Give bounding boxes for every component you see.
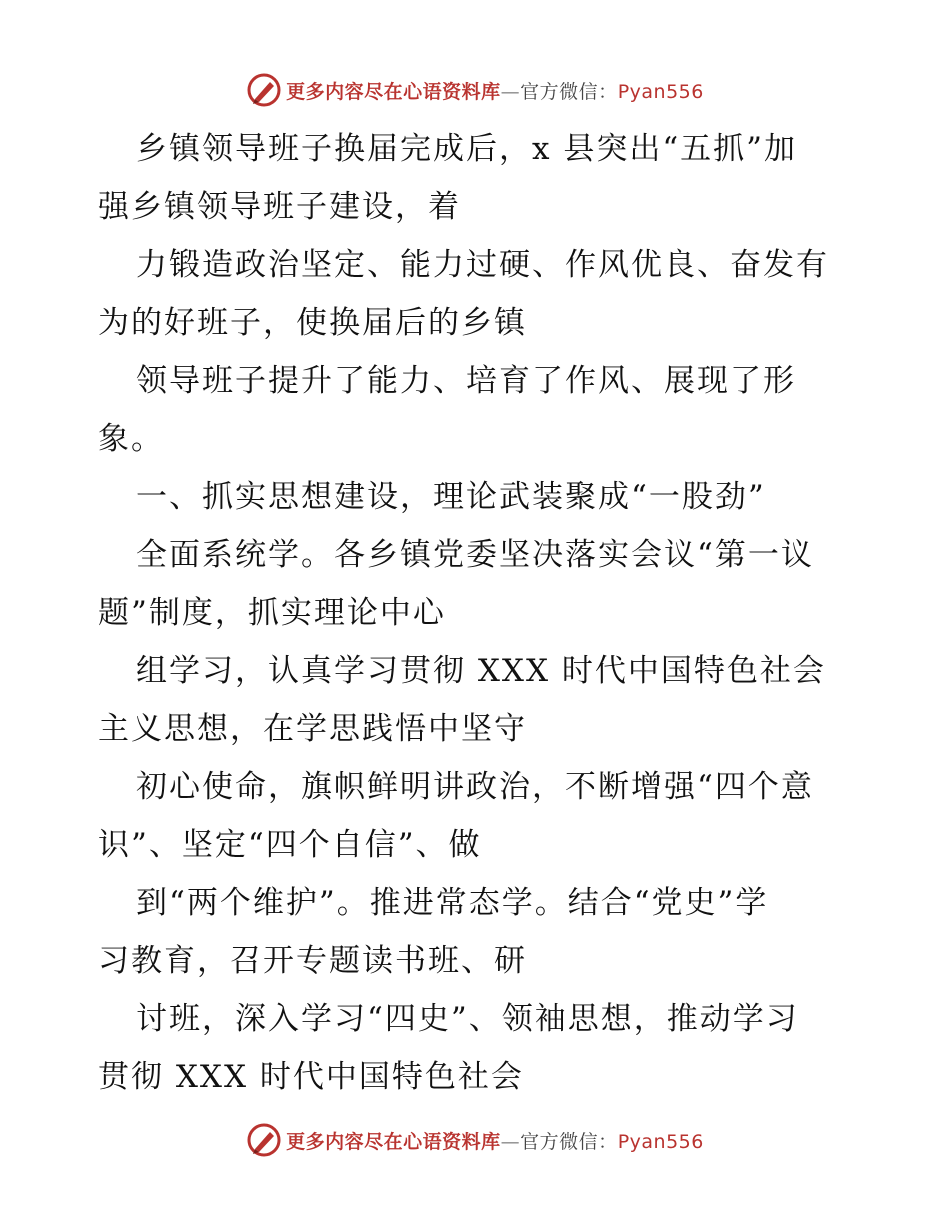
text-line: 为的好班子，使换届后的乡镇 [98,305,527,341]
text-line: 初心使命，旗帜鲜明讲政治，不断增强“四个意 [136,769,814,805]
text-line: 到“两个维护”。推进常态学。结合“党史”学 [136,885,769,921]
footer-watermark [0,1120,950,1160]
watermark-sub: 官方微信： [520,80,618,103]
header-watermark [0,70,950,110]
watermark-main: 更多内容尽在心语资料库 [286,80,501,103]
text-line: 识”、坚定“四个自信”、做 [98,827,482,863]
text-line: 全面系统学。各乡镇党委坚决落实会议“第一议 [136,537,814,573]
text-line: 乡镇领导班子换届完成后，x 县突出“五抓”加 [136,131,798,167]
text-line: 领导班子提升了能力、培育了作风、展现了形 [136,363,796,399]
watermark-separator: — [500,1130,521,1153]
watermark-main: 更多内容尽在心语资料库 [286,1130,501,1153]
text-line: 象。 [98,421,164,457]
watermark-sub: 官方微信： [520,1130,618,1153]
text-line: 讨班，深入学习“四史”、领袖思想，推动学习 [136,1001,799,1037]
text-line: 习教育，召开专题读书班、研 [98,943,527,979]
watermark-id: Pyan556 [617,80,704,103]
document-body [98,120,858,1106]
watermark-text [286,1127,704,1154]
text-line: 强乡镇领导班子建设，着 [98,189,461,225]
watermark-id: Pyan556 [617,1130,704,1153]
text-line: 力锻造政治坚定、能力过硬、作风优良、奋发有 [136,247,829,283]
text-line: 组学习，认真学习贯彻 XXX 时代中国特色社会 [136,653,826,689]
text-line: 贯彻 XXX 时代中国特色社会 [98,1059,524,1095]
pen-logo-icon [246,1122,282,1158]
text-line: 主义思想，在学思践悟中坚守 [98,711,527,747]
watermark-separator: — [500,80,521,103]
text-line: 题”制度，抓实理论中心 [98,595,446,631]
text-line: 一、抓实思想建设，理论武装聚成“一股劲” [136,479,766,515]
pen-logo-icon [246,72,282,108]
watermark-text [286,77,704,104]
